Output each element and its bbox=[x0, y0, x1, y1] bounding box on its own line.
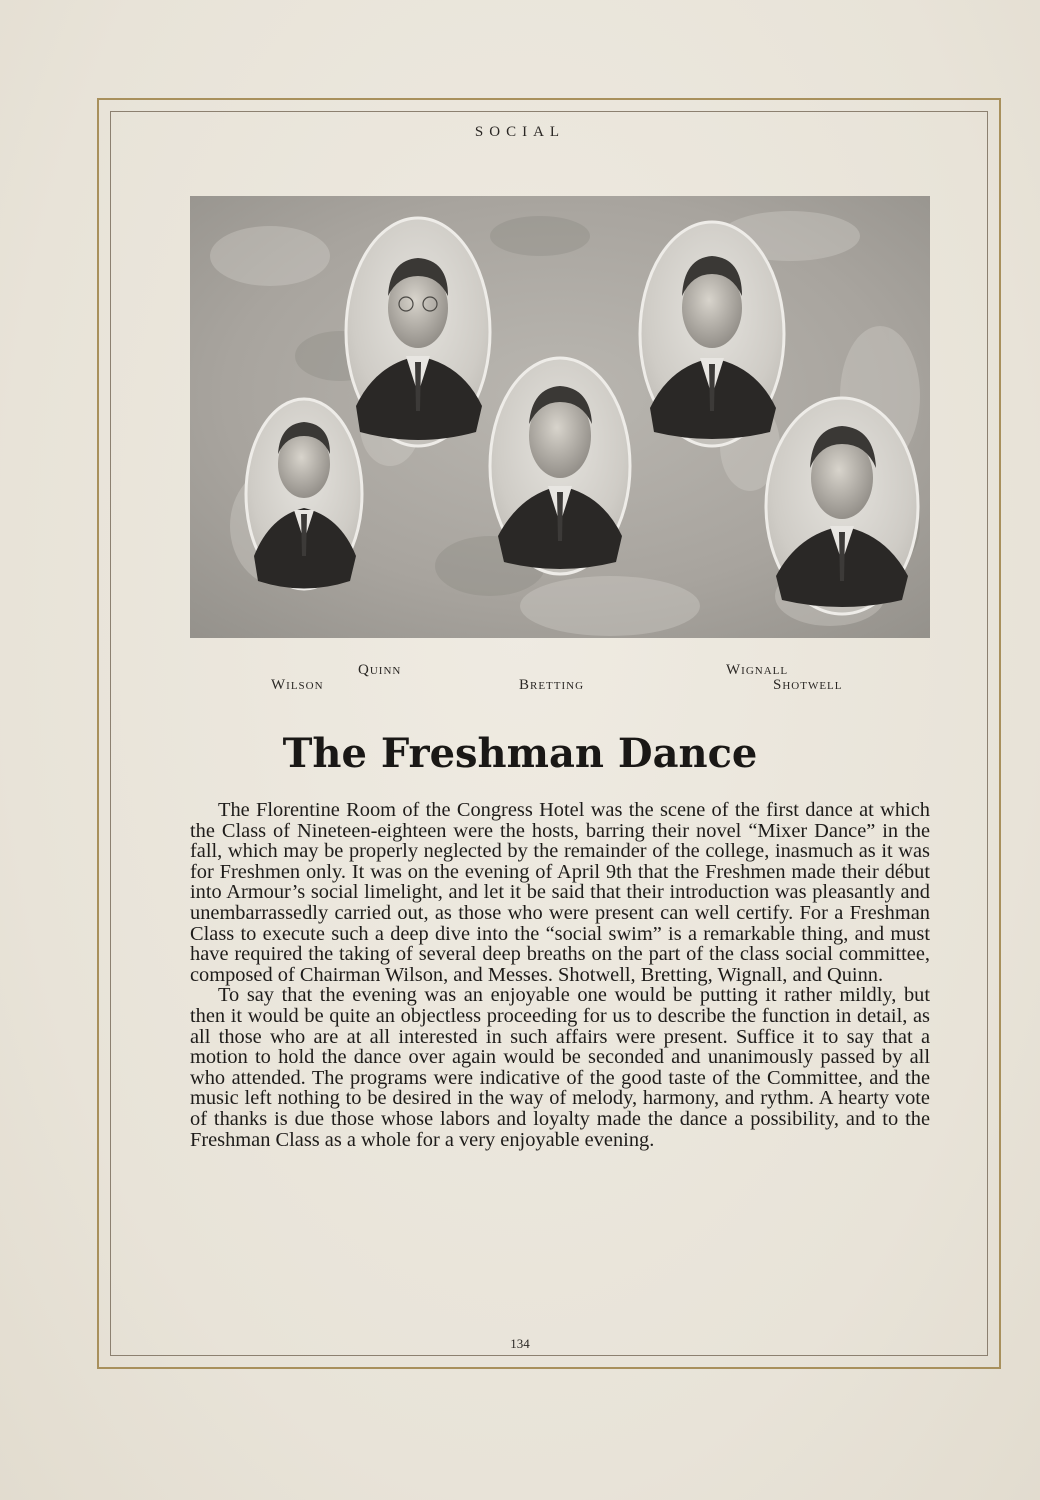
caption-wignall: Wignall bbox=[726, 662, 789, 678]
article-body bbox=[190, 800, 930, 1150]
caption-bretting: Bretting bbox=[519, 677, 585, 693]
portrait-shotwell bbox=[766, 398, 918, 614]
running-head: SOCIAL bbox=[474, 124, 566, 140]
portrait-quinn bbox=[346, 218, 490, 446]
page-number: 134 bbox=[510, 1336, 530, 1351]
portrait-wignall bbox=[640, 222, 784, 446]
portrait-panel bbox=[190, 196, 930, 638]
caption-wilson: Wilson bbox=[271, 677, 324, 693]
article-paragraph-1: The Florentine Room of the Congress Hotel was the scene of the first dance at which the Class of Nineteen-eighteen were the hosts, barring their novel “Mixer Dance” in the fall, which may be properly neglected by the remainder of the college, inasmuch as it was for Freshmen only. It was on the evening of April 9th that the Freshmen made their début into Armour’s social limelight, and let it be said that their introduction was pleasantly and unembarrassedly carried out, as those who were present can well certify. For a Freshman Class to execute such a deep dive into the “social swim” is a remarkable thing, and must have required the taking of several deep breaths on the part of the class social committee, composed of Chairman Wilson, and Messes. Shotwell, Bretting, Wignall, and Quinn. bbox=[190, 799, 930, 986]
portrait-bretting bbox=[490, 358, 630, 574]
caption-shotwell: Shotwell bbox=[773, 677, 843, 693]
article-paragraph-2: To say that the evening was an enjoyable one would be putting it rather mildly, but then it would be quite an objectless proceeding for us to describe the function in detail, as all those who are at all interested in such affairs were present. Suffice it to say that a motion to hold the dance over again would be seconded and unanimously passed by all who attended. The programs were indicative of the good taste of the Committee, and the music left nothing to be desired in the way of melody, harmony, and rythm. A hearty vote of thanks is due those whose labors and loyalty made the dance a possibility, and to the Freshman Class as a whole for a very enjoyable evening. bbox=[190, 984, 930, 1151]
caption-quinn: Quinn bbox=[358, 662, 402, 678]
article-title: The Freshman Dance bbox=[282, 730, 758, 777]
portrait-wilson bbox=[246, 399, 362, 589]
